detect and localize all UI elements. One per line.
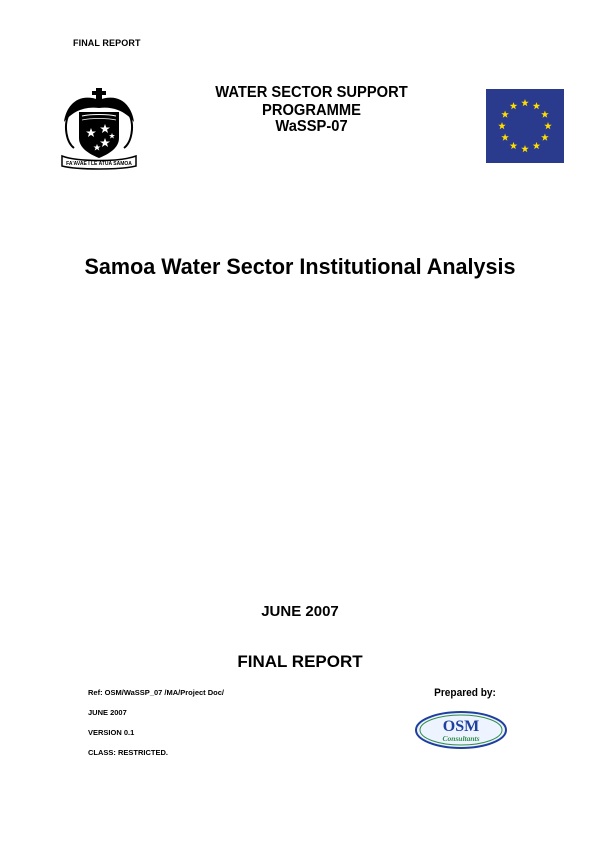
classification-line: CLASS: RESTRICTED.: [88, 748, 169, 757]
osm-logo-subtext: Consultants: [442, 734, 480, 743]
osm-logo-text: OSM: [442, 718, 480, 735]
osm-consultants-logo: [414, 710, 508, 750]
document-date: JUNE 2007: [261, 603, 339, 620]
header-label: FINAL REPORT: [73, 38, 141, 48]
document-title: Samoa Water Sector Institutional Analysis: [84, 254, 516, 279]
eu-flag: [486, 89, 564, 163]
reference-line: Ref: OSM/WaSSP_07 /MA/Project Doc/: [88, 688, 225, 697]
version-line: VERSION 0.1: [88, 728, 135, 737]
document-type: FINAL REPORT: [237, 652, 363, 671]
programme-code: WaSSP-07: [275, 118, 348, 135]
samoa-coat-of-arms: [58, 86, 140, 170]
details-date: JUNE 2007: [88, 708, 127, 717]
programme-title: WATER SECTOR SUPPORT PROGRAMME: [215, 84, 408, 119]
prepared-by-label: Prepared by:: [434, 687, 496, 699]
seal-motto: FA'AVAE I LE ATUA SAMOA: [66, 161, 132, 167]
